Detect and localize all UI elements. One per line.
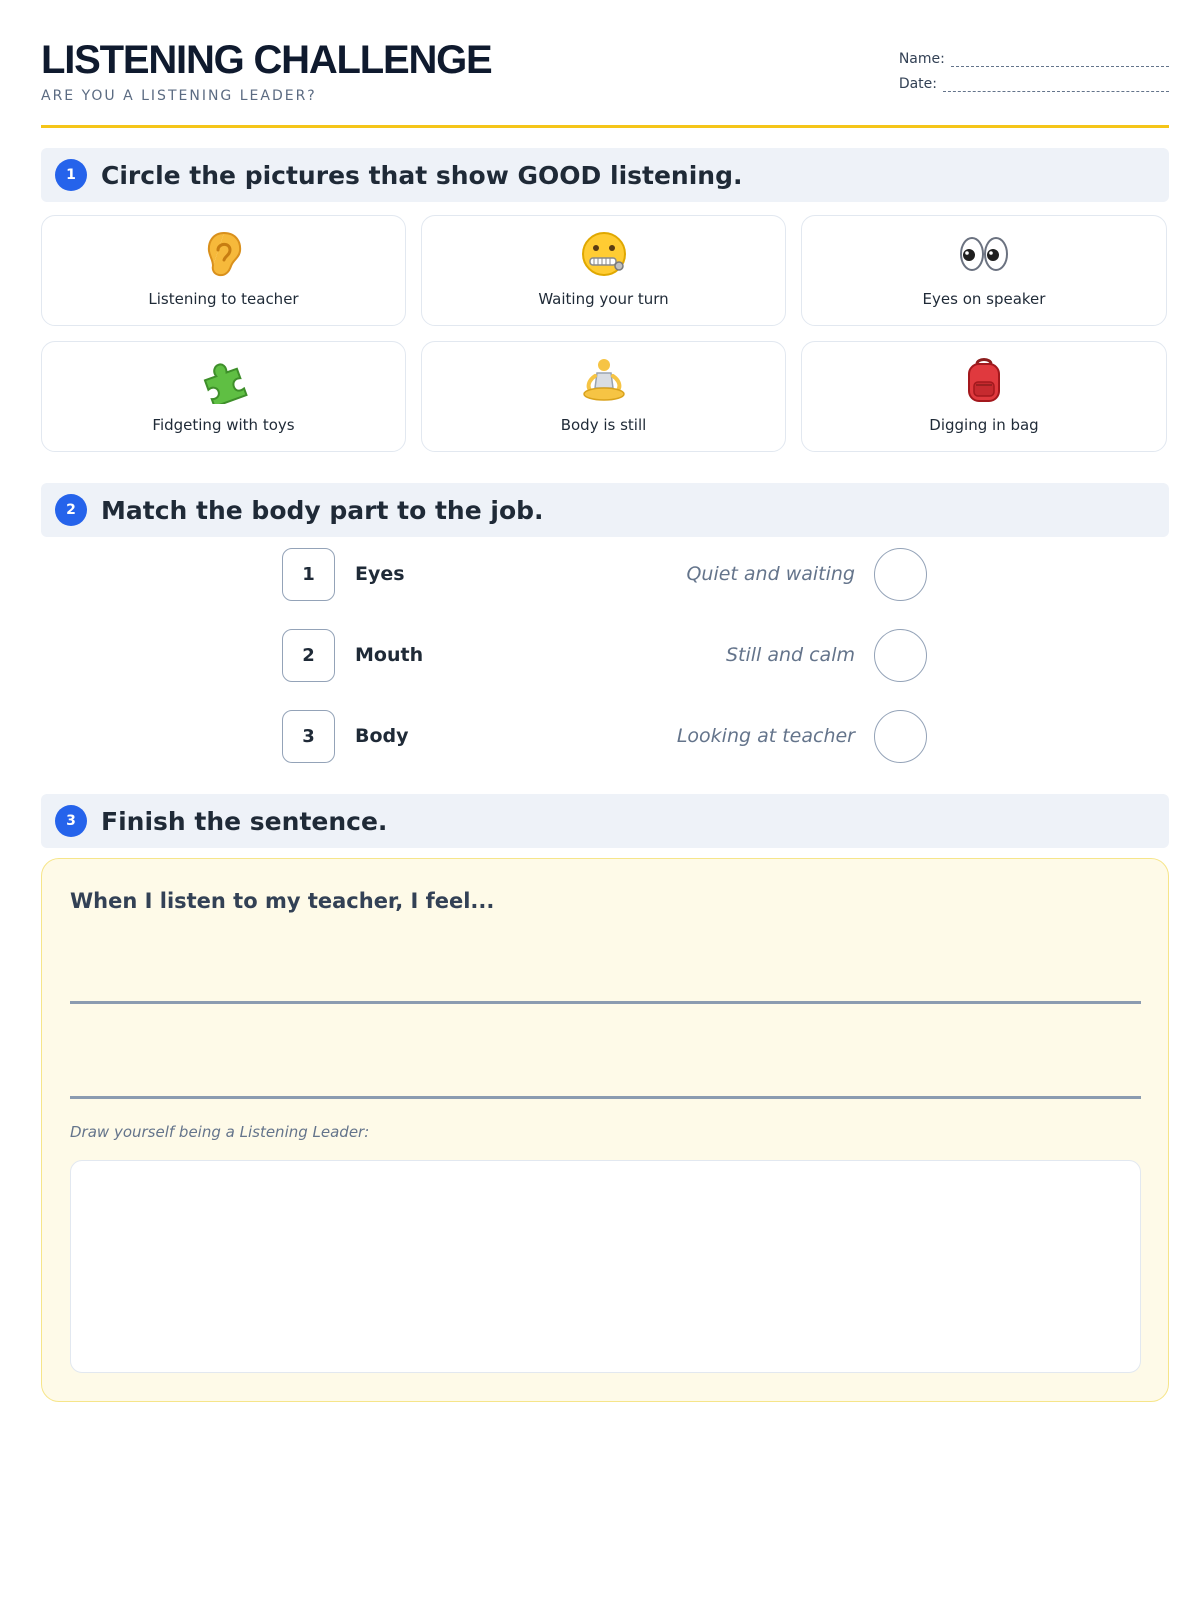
job-label: Quiet and waiting	[686, 563, 855, 585]
draw-label: Draw yourself being a Listening Leader:	[70, 1123, 370, 1141]
eyes-icon	[958, 230, 1010, 278]
body-part-label: Body	[355, 725, 409, 747]
section-2-number: 2	[55, 494, 87, 526]
card-label: Listening to teacher	[148, 290, 299, 308]
picture-card-waiting-your-turn[interactable]	[421, 215, 786, 326]
page-subtitle: ARE YOU A LISTENING LEADER?	[41, 88, 317, 104]
section-2-title: Match the body part to the job.	[101, 495, 544, 525]
page-title: LISTENING CHALLENGE	[41, 38, 492, 82]
body-part-label: Eyes	[355, 563, 405, 585]
job-label: Still and calm	[725, 644, 855, 666]
section-3-header	[41, 794, 1169, 848]
name-field[interactable]	[899, 42, 1169, 67]
match-row	[41, 629, 1169, 683]
card-label: Waiting your turn	[538, 290, 669, 308]
match-number-box: 1	[282, 548, 335, 601]
name-blank-line[interactable]	[951, 53, 1169, 67]
body-part-label: Mouth	[355, 644, 424, 666]
match-number-box: 2	[282, 629, 335, 682]
picture-cards-grid	[41, 215, 1169, 452]
worksheet-header	[41, 36, 1169, 128]
meditating-person-icon	[580, 356, 628, 404]
ear-icon	[204, 230, 244, 278]
sentence-box	[41, 858, 1169, 1402]
picture-card-listening-to-teacher[interactable]	[41, 215, 406, 326]
card-label: Digging in bag	[929, 416, 1039, 434]
date-field[interactable]	[899, 67, 1169, 92]
zipper-mouth-face-icon	[580, 230, 628, 278]
match-row	[41, 548, 1169, 602]
picture-card-digging-in-bag[interactable]	[801, 341, 1167, 452]
card-label: Fidgeting with toys	[152, 416, 295, 434]
picture-card-body-is-still[interactable]	[421, 341, 786, 452]
answer-circle[interactable]	[874, 710, 927, 763]
answer-circle[interactable]	[874, 548, 927, 601]
backpack-icon	[962, 356, 1006, 404]
card-label: Eyes on speaker	[922, 290, 1046, 308]
section-3-number: 3	[55, 805, 87, 837]
picture-card-fidgeting-with-toys[interactable]	[41, 341, 406, 452]
sentence-prompt: When I listen to my teacher, I feel...	[70, 889, 495, 913]
date-blank-line[interactable]	[943, 78, 1169, 92]
match-number-box: 3	[282, 710, 335, 763]
writing-line[interactable]	[70, 1096, 1141, 1099]
writing-line[interactable]	[70, 1001, 1141, 1004]
picture-card-eyes-on-speaker[interactable]	[801, 215, 1167, 326]
section-1-header	[41, 148, 1169, 202]
section-2-header	[41, 483, 1169, 537]
worksheet-page	[41, 0, 1169, 1600]
puzzle-piece-icon	[199, 356, 249, 404]
date-label: Date:	[898, 76, 937, 92]
section-1-number: 1	[55, 159, 87, 191]
section-3-title: Finish the sentence.	[101, 806, 388, 836]
job-label: Looking at teacher	[676, 725, 855, 747]
section-1-title: Circle the pictures that show GOOD listening.	[101, 160, 743, 190]
drawing-area[interactable]	[70, 1160, 1141, 1373]
name-label: Name:	[898, 51, 945, 67]
match-row	[41, 710, 1169, 764]
card-label: Body is still	[560, 416, 647, 434]
name-date-block	[899, 42, 1169, 92]
answer-circle[interactable]	[874, 629, 927, 682]
